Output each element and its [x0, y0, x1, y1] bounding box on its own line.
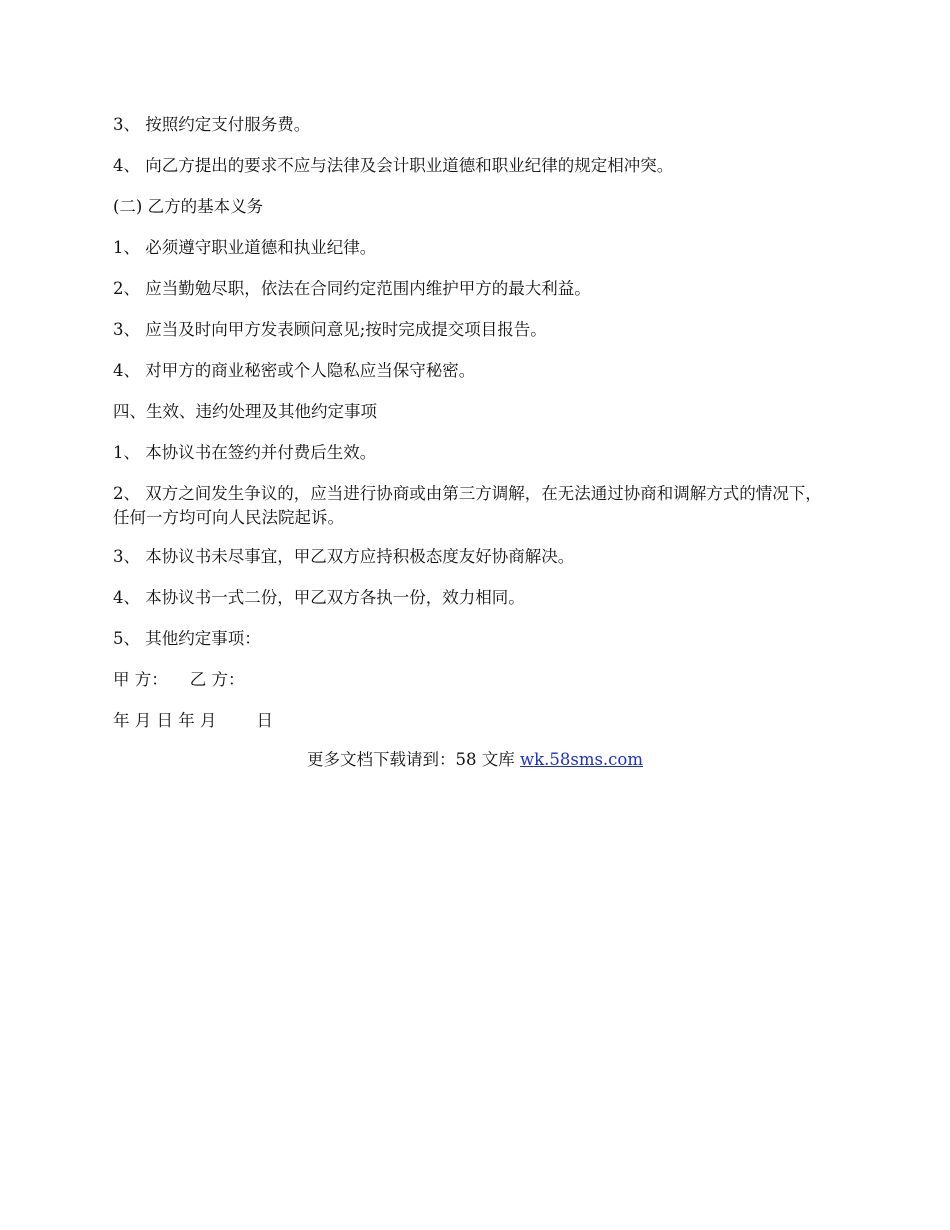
- party-b-label: 乙 方：: [189, 670, 245, 689]
- paragraph-line: 3、 按照约定支付服务费。: [113, 115, 311, 134]
- paragraph-line: 2、 双方之间发生争议的，应当进行协商或由第三方调解，在无法通过协商和调解方式的情况下，任何一方均可向人民法院起诉。: [113, 484, 822, 527]
- section-heading: (二) 乙方的基本义务: [113, 197, 264, 216]
- footer-link[interactable]: wk.58sms.com: [519, 750, 643, 769]
- paragraph-line: 5、 其他约定事项：: [113, 629, 261, 648]
- paragraph-line: 1、 必须遵守职业道德和执业纪律。: [113, 238, 377, 257]
- paragraph-line: 2、 应当勤勉尽职，依法在合同约定范围内维护甲方的最大利益。: [113, 279, 591, 298]
- section-heading: 四、生效、违约处理及其他约定事项: [113, 402, 377, 421]
- date-day-field: 日: [256, 711, 273, 730]
- paragraph-line: 3、 应当及时向甲方发表顾问意见;按时完成提交项目报告。: [113, 320, 547, 339]
- date-fields: 年 月 日 年 月: [113, 711, 217, 730]
- footer-text: 更多文档下载请到：58 文库: [306, 750, 520, 769]
- footer: [0, 748, 950, 772]
- paragraph-line: 1、 本协议书在签约并付费后生效。: [113, 443, 377, 462]
- paragraph-line: 4、 向乙方提出的要求不应与法律及会计职业道德和职业纪律的规定相冲突。: [113, 156, 674, 175]
- paragraph-line: 3、 本协议书未尽事宜，甲乙双方应持积极态度友好协商解决。: [113, 547, 575, 566]
- date-line: [113, 709, 838, 733]
- party-a-label: 甲 方：: [113, 670, 168, 689]
- paragraph-line: 4、 本协议书一式二份，甲乙双方各执一份，效力相同。: [113, 588, 525, 607]
- signature-line: [113, 668, 838, 692]
- paragraph-line: 4、 对甲方的商业秘密或个人隐私应当保守秘密。: [113, 361, 476, 380]
